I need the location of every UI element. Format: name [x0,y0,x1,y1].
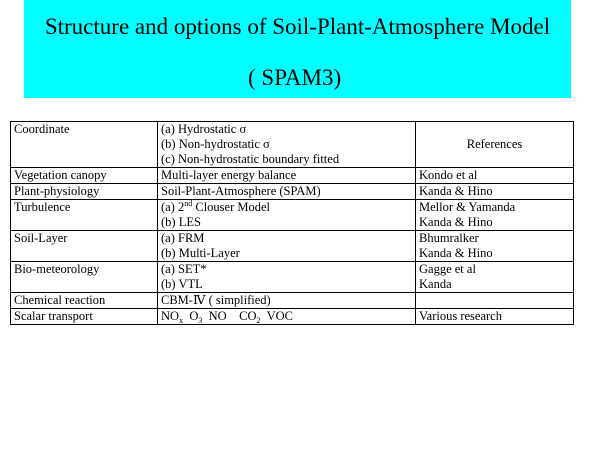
title-banner [24,0,571,98]
table-row [11,184,574,200]
options-cell [158,262,416,293]
options-cell [158,231,416,262]
table-row [11,309,574,325]
options-cell [158,122,416,168]
reference-line: Bhumralker [419,231,479,245]
option-line: (a) Hydrostatic σ [161,122,247,136]
references-header: References [416,122,574,168]
reference-cell [416,200,574,231]
options-cell: Soil-Plant-Atmosphere (SPAM) [158,184,416,200]
options-cell [158,200,416,231]
options-cell: $NO_x$ $O_3$ NO $CO_2$ VOC [158,309,416,325]
reference-line: Kanda [419,277,452,291]
options-cell: Multi-layer energy balance [158,168,416,184]
table-row [11,262,574,293]
option-line: (b) VTL [161,277,203,291]
reference-line: Kanda & Hino [419,246,493,260]
reference-line: Kanda & Hino [419,215,493,229]
category-cell: Bio-meteorology [11,262,158,293]
reference-cell: Various research [416,309,574,325]
category-cell: Soil-Layer [11,231,158,262]
reference-cell [416,293,574,309]
reference-line: Gagge et al [419,262,476,276]
table-row [11,168,574,184]
table-row [11,200,574,231]
reference-cell [416,231,574,262]
table-row [11,231,574,262]
option-line: (b) Multi-Layer [161,246,240,260]
option-line: (a) SET* [161,262,207,276]
table-row [11,293,574,309]
option-line: (a) 2nd Clouser Model [161,199,271,214]
model-options-table [10,121,574,325]
category-cell: Plant-physiology [11,184,158,200]
category-cell: Chemical reaction [11,293,158,309]
title-line-2: ( SPAM3) [248,65,342,90]
option-line: (c) Non-hydrostatic boundary fitted [161,152,340,166]
title-line-1: Structure and options of Soil-Plant-Atmosphere Model [44,14,551,39]
category-cell: Coordinate [11,122,158,168]
reference-cell: Kanda & Hino [416,184,574,200]
category-cell: Vegetation canopy [11,168,158,184]
category-cell: Scalar transport [11,309,158,325]
reference-cell [416,262,574,293]
option-line: (a) FRM [161,231,205,245]
option-line: (b) LES [161,215,201,229]
reference-line: Mellor & Yamanda [419,200,516,214]
options-cell: CBM-Ⅳ ( simplified) [158,293,416,309]
reference-cell: Kondo et al [416,168,574,184]
option-line: (b) Non-hydrostatic σ [161,137,270,151]
table-row [11,122,574,168]
category-cell: Turbulence [11,200,158,231]
